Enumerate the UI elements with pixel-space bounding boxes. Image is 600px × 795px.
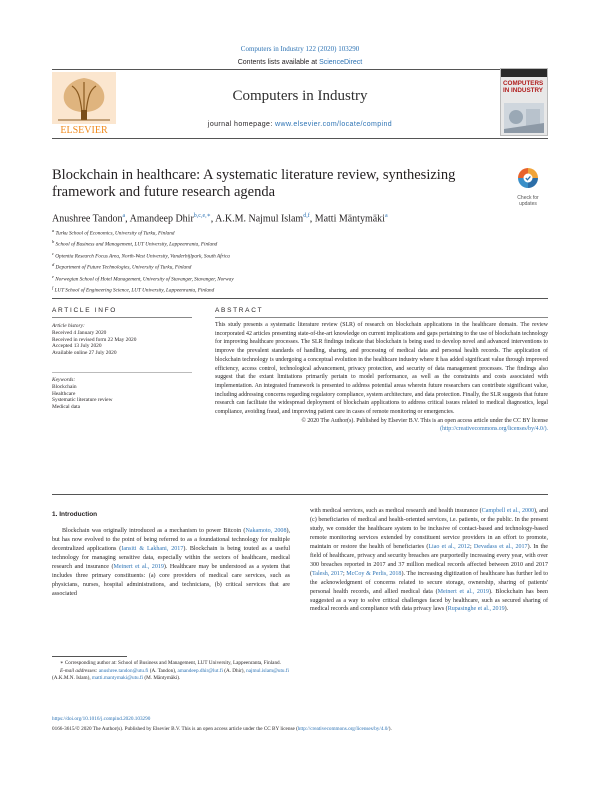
homepage-link[interactable]: www.elsevier.com/locate/compind xyxy=(275,121,393,128)
article-title xyxy=(52,167,462,201)
introduction-left-column xyxy=(52,527,290,599)
email-link[interactable]: najmul.islam@utu.fi xyxy=(246,667,289,674)
check-for-updates-line-2: updates xyxy=(519,201,537,207)
affiliation-text: LUT School of Engineering Science, LUT University, Lappeenranta, Finland xyxy=(54,287,215,294)
history-accepted: Accepted 13 July 2020 xyxy=(52,343,102,350)
author-affiliation-marker[interactable]: d,f xyxy=(303,213,310,219)
article-title-line-2: framework and future research agenda xyxy=(52,184,276,200)
author-name: Anushree Tandon xyxy=(52,213,123,225)
check-for-updates-icon xyxy=(510,166,546,190)
author-affiliation-marker[interactable]: b,c,e,∗ xyxy=(193,213,211,219)
affiliation-text: Optentia Research Focus Area, North-West University, Vanderbijlpark, South Africa xyxy=(55,253,230,260)
email-link[interactable]: matti.mantymaki@utu.fi xyxy=(91,675,144,682)
author-name: Amandeep Dhir xyxy=(129,213,194,225)
affiliation-item xyxy=(52,227,548,238)
citation-link[interactable]: Liao et al., 2012 xyxy=(428,543,470,550)
issn-end: ). xyxy=(388,726,392,732)
abstract-body xyxy=(215,321,548,434)
body-text: with medical services, such as medical research and health insurance ( xyxy=(310,508,482,514)
masthead-bottom-rule xyxy=(52,138,548,139)
cover-title: COMPUTERS IN INDUSTRY xyxy=(503,80,544,94)
email-link[interactable]: amandeep.dhir@lut.fi xyxy=(177,667,223,674)
affiliation-text: School of Business and Management, LUT University, Lappeenranta, Finland xyxy=(55,242,218,249)
affiliation-list xyxy=(52,227,548,296)
introduction-right-column xyxy=(310,507,548,614)
keywords-rule xyxy=(52,372,192,373)
affiliation-item xyxy=(52,250,548,261)
doi-link[interactable]: https://doi.org/10.1016/j.compind.2020.103290 xyxy=(52,716,151,722)
footnote-rule xyxy=(52,656,127,657)
citation-link[interactable]: Nakamoto, 2008 xyxy=(245,528,287,534)
affiliation-item xyxy=(52,238,548,249)
affiliation-marker: a xyxy=(52,228,55,233)
email-addresses xyxy=(52,668,290,683)
history-received: Received 4 January 2020 xyxy=(52,329,107,336)
header-separator xyxy=(52,298,548,299)
email-link[interactable]: anushree.tandon@utu.fi xyxy=(98,667,149,674)
author-affiliation-marker[interactable]: a xyxy=(384,213,388,219)
body-text: ; xyxy=(342,570,347,577)
contents-prefix: Contents lists available at xyxy=(237,59,320,66)
body-text: Blockchain was originally introduced as a mechanism to power Bitcoin ( xyxy=(62,528,246,534)
masthead-top-rule xyxy=(52,69,548,70)
check-for-updates-line-1: Check for xyxy=(517,195,539,201)
author-name: A.K.M. Najmul Islam xyxy=(215,213,304,225)
article-history xyxy=(52,323,192,357)
body-text: ). Blockchain has been suggested as a way to solve critical challenges faced by healthcare, such as secured sharing of medical records and compliance with data privacy laws ( xyxy=(310,588,548,613)
affiliation-marker: b xyxy=(52,239,55,245)
author-separator: , xyxy=(210,213,216,225)
copyright-text: © 2020 The Author(s). Published by Elsevier B.V. This is an open access article under the CC BY license xyxy=(301,417,548,424)
abstract-text: This study presents a systematic literature review (SLR) of research on blockchain applications in the healthcare domain. The review incorporated 42 articles presenting state-of-the-art knowledge on current implications and gaps pertaining to the use of blockchain technology for improving healthcare processes. The SLR findings indicate that blockchain is being used to develop novel and advanced interventions to improve the prevalent standards of handling, sharing, and processing of medical data and personal health records. The application of blockchain technology is undergoing a conceptual evolution in the healthcare industry where it has added significant value through improved efficiency, access control, technological advancement, privacy protection, and security of data management processes. The findings also suggest that the extant limitations primarily pertain to model performance, as well as the constraints and costs associated with implementation. An integrated framework is presented to address potential areas wherein future researchers can contribute significant value, including addressing concerns regarding regulatory compliance, system architecture, and data protection. Finally, the SLR suggests that future research can facilitate the widespread deployment of blockchain applications to address critical issues related to medical diagnostics, legal compliance, avoiding fraud, and improving patient care in cases of remote monitoring or emergencies. xyxy=(215,322,548,416)
citation-link[interactable]: Meinert et al., 2019 xyxy=(437,588,490,595)
affiliation-marker: d xyxy=(52,262,55,268)
check-for-updates-badge[interactable] xyxy=(510,166,546,206)
body-text: ; xyxy=(469,543,474,550)
introduction-heading: 1. Introduction xyxy=(52,511,98,518)
affiliation-item xyxy=(52,273,548,284)
abstract-rule xyxy=(215,317,548,318)
journal-homepage xyxy=(132,121,468,128)
author-list xyxy=(52,210,548,225)
article-info-heading: ARTICLE INFO xyxy=(52,307,118,314)
article-history-label: Article history: xyxy=(52,323,85,329)
footnote-block xyxy=(52,660,290,683)
journal-masthead xyxy=(52,59,548,141)
keyword-item: Medical data xyxy=(52,404,80,411)
keywords-label: Keywords: xyxy=(52,377,76,383)
homepage-label: journal homepage: xyxy=(207,121,276,128)
body-text: ). Blockchain is being touted as a useful technology for managing sensitive data, especially within the sectors of healthcare, medical research and insurance ( xyxy=(52,545,291,570)
citation-link[interactable]: McCoy & Perlis, 2018 xyxy=(346,570,402,577)
issn-license-line xyxy=(52,726,548,734)
citation-link[interactable]: Meinert et al., 2019 xyxy=(113,563,164,570)
abstract-bottom-rule xyxy=(52,494,548,495)
email-owner: (A.K.M.N. Islam), xyxy=(52,675,92,682)
body-text: ). Healthcare may be understood as a system that includes three primary constituents: (a) core providers of medical care services, such as physicians, nurses, hospital administrations, and technicians, (b) critical services that are associated xyxy=(52,563,290,597)
check-for-updates-label xyxy=(510,195,546,207)
affiliation-marker: e xyxy=(52,273,54,279)
corresponding-author-note: ∗ Corresponding author at: School of Business and Management, LUT University, Lappeenranta, Finland. xyxy=(60,660,281,666)
author-separator: , xyxy=(125,213,130,225)
journal-cover-thumbnail xyxy=(500,68,548,136)
affiliation-item xyxy=(52,261,548,272)
affiliation-item xyxy=(52,284,548,295)
keyword-item: Blockchain xyxy=(52,383,77,390)
license-link[interactable]: (http://creativecommons.org/licenses/by/4.0/). xyxy=(440,426,548,433)
journal-title: Computers in Industry xyxy=(232,88,368,104)
email-owner: (M. Mäntymäki). xyxy=(143,675,181,682)
email-label: E-mail addresses: xyxy=(60,667,99,674)
affiliation-marker: c xyxy=(52,250,54,256)
author-name: Matti Mäntymäki xyxy=(314,213,385,225)
email-owner: (A. Dhir), xyxy=(222,667,247,674)
body-text: ), but has now evolved to the point of being referred to as a foundational technology for multiple decentralized applications ( xyxy=(52,528,291,552)
issn-text: 0166-3615/© 2020 The Author(s). Published by Elsevier B.V. This is an open access article under the CC BY license ( xyxy=(52,726,298,732)
contents-line xyxy=(132,59,468,66)
abstract-copyright xyxy=(215,417,548,434)
citation-link[interactable]: Talesh, 2017 xyxy=(312,570,343,577)
body-text: ). In the field of healthcare, privacy and security breaches are purportedly increasing every year, with over 300 breaches reported in 2017 and 37 million medical records affected between 2010 and 2017 ( xyxy=(310,543,548,577)
email-owner: (A. Tandon), xyxy=(148,667,178,674)
author-separator: , xyxy=(309,213,315,225)
abstract-heading: ABSTRACT xyxy=(215,307,264,314)
body-text: ), and (c) beneficiaries of medical and health-oriented services, i.e. patients, or the public. In the present study, we consider the healthcare system to be inclusive of contact-based and technology-based remote monitoring services extended by constituent service providers in an effort to promote, maintain or restore the health of beneficiaries ( xyxy=(310,508,548,550)
keywords xyxy=(52,377,192,411)
history-revised: Received in revised form 22 May 2020 xyxy=(52,336,137,343)
affiliation-text: Turku School of Economics, University of Turku, Finland xyxy=(55,230,175,237)
keyword-item: Systematic literature review xyxy=(52,397,113,404)
history-online: Available online 27 July 2020 xyxy=(52,350,117,357)
cover-artwork xyxy=(504,103,544,133)
author-affiliation-marker[interactable]: a xyxy=(122,213,126,219)
citation-link[interactable]: Rupasinghe et al., 2019 xyxy=(447,606,505,613)
publisher-logo-text: ELSEVIER xyxy=(60,125,108,136)
citation-link[interactable]: Campbell et al., 2000 xyxy=(481,508,535,514)
article-title-line-1: Blockchain in healthcare: A systematic literature review, synthesizing xyxy=(52,167,456,183)
affiliation-marker: f xyxy=(52,285,54,291)
citation-link[interactable]: Iansiti & Lakhani, 2017 xyxy=(121,545,184,552)
body-text: ). xyxy=(504,606,509,613)
affiliation-text: Department of Future Technologies, University of Turku, Finland xyxy=(55,265,192,272)
cover-top-band xyxy=(501,69,547,77)
citation-link[interactable]: Devadass et al., 2017 xyxy=(473,543,528,550)
elsevier-tree-logo xyxy=(52,72,116,136)
body-text: ). The increasing digitization of healthcare has further led to the acknowledgment of concerns related to secure storage, ownership, sharing of patients' personal health records, and allied medical data ( xyxy=(310,570,548,595)
running-head[interactable]: Computers in Industry 122 (2020) 103290 xyxy=(240,45,360,53)
affiliation-text: Norwegian School of Hotel Management, University of Stavanger, Stavanger, Norway xyxy=(55,276,234,283)
article-info-rule xyxy=(52,317,192,318)
sciencedirect-link[interactable]: ScienceDirect xyxy=(319,59,363,66)
issn-license-link[interactable]: http://creativecommons.org/licenses/by/4.0/ xyxy=(297,726,389,732)
keyword-item: Healthcare xyxy=(52,390,76,397)
